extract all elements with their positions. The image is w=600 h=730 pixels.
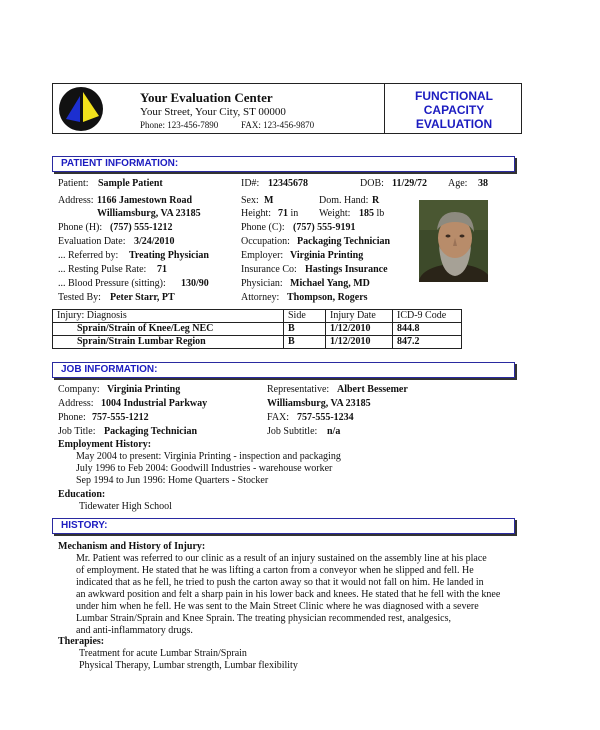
age: 38 <box>478 178 488 189</box>
table-row <box>53 323 462 336</box>
job-fax-label: FAX: <box>267 412 290 423</box>
phone-cell: (757) 555-9191 <box>293 222 356 233</box>
height: 71 in <box>278 208 299 219</box>
patient-photo <box>419 200 488 282</box>
mechanism-line: and anti-inflammatory drugs. <box>76 625 193 636</box>
tested-by: Peter Starr, PT <box>110 292 175 303</box>
job-section-title: JOB INFORMATION: <box>61 364 158 375</box>
representative: Albert Bessemer <box>337 384 408 395</box>
address-line-1: 1166 Jamestown Road <box>97 195 193 206</box>
evaluation-date-label: Evaluation Date: <box>58 236 126 247</box>
resting-pulse-label: ... Resting Pulse Rate: <box>58 264 147 275</box>
insurance: Hastings Insurance <box>305 264 388 275</box>
job-address-label: Address: <box>58 398 94 409</box>
org-name: Your Evaluation Center <box>140 90 273 105</box>
injury-date: 1/12/2010 <box>326 336 393 349</box>
employment-history-item: May 2004 to present: Virginia Printing - inspection and packaging <box>76 451 341 462</box>
phone-home: (757) 555-1212 <box>110 222 173 233</box>
phone-cell-label: Phone (C): <box>241 222 285 233</box>
dom-hand: R <box>372 195 380 206</box>
mechanism-line: under him when he fell. He was sent to the Main Street Clinic where he was diagnosed with a severe <box>76 601 479 612</box>
injury-table <box>52 309 462 349</box>
header-icd9: ICD-9 Code <box>393 310 462 323</box>
history-section-title: HISTORY: <box>61 520 108 531</box>
title-line-1: FUNCTIONAL <box>415 89 493 103</box>
header-injury-date: Injury Date <box>326 310 393 323</box>
job-phone: 757-555-1212 <box>92 412 149 423</box>
attorney-label: Attorney: <box>241 292 280 303</box>
mechanism-line: of employment. He stated that he was lifting a carton from a conveyor when he slipped and fell. He <box>76 565 474 576</box>
mechanism-line: Mr. Patient was referred to our clinic as a result of an injury sustained on the assembly line at his place <box>76 553 487 564</box>
employment-history-item: Sep 1994 to Jun 1996: Home Quarters - Stocker <box>76 475 269 486</box>
blood-pressure-label: ... Blood Pressure (sitting): <box>58 278 166 289</box>
side: B <box>284 336 326 349</box>
patient-id-label: ID#: <box>241 178 260 189</box>
patient-section-bar <box>52 156 515 172</box>
job-city: Williamsburg, VA 23185 <box>267 398 371 409</box>
letterhead-divider <box>384 83 385 134</box>
referred-by-label: ... Referred by: <box>58 250 119 261</box>
height-label: Height: <box>241 208 271 219</box>
evaluation-date: 3/24/2010 <box>134 236 175 247</box>
patient-name: Sample Patient <box>98 178 163 189</box>
diagnosis: Sprain/Strain of Knee/Leg NEC <box>53 323 284 336</box>
icd9-code: 847.2 <box>393 336 462 349</box>
job-section-bar <box>52 362 515 378</box>
sex-label: Sex: <box>241 195 259 206</box>
job-phone-label: Phone: <box>58 412 86 423</box>
document-title <box>386 89 522 131</box>
injury-date: 1/12/2010 <box>326 323 393 336</box>
employer-label: Employer: <box>241 250 284 261</box>
address-label: Address: <box>58 195 94 206</box>
therapy-item: Treatment for acute Lumbar Strain/Sprain <box>79 648 247 659</box>
dob-label: DOB: <box>360 178 384 189</box>
icd9-code: 844.8 <box>393 323 462 336</box>
blood-pressure: 130/90 <box>181 278 209 289</box>
weight-label: Weight: <box>319 208 351 219</box>
diagnosis: Sprain/Strain Lumbar Region <box>53 336 284 349</box>
history-section-bar <box>52 518 515 534</box>
title-line-2: CAPACITY <box>423 103 485 117</box>
patient-section-title: PATIENT INFORMATION: <box>61 158 179 169</box>
therapies-label: Therapies: <box>58 636 105 647</box>
age-label: Age: <box>448 178 468 189</box>
weight: 185 lb <box>359 208 385 219</box>
mechanism-line: indicated that as he fell, he tried to push the carton away so that it would not fall on him. He landed in <box>76 577 484 588</box>
employer: Virginia Printing <box>290 250 364 261</box>
therapy-item: Physical Therapy, Lumbar strength, Lumbar flexibility <box>79 660 298 671</box>
patient-name-label: Patient: <box>58 178 89 189</box>
org-fax: FAX: 123-456-9870 <box>241 120 315 130</box>
occupation-label: Occupation: <box>241 236 290 247</box>
employment-history-label: Employment History: <box>58 439 152 450</box>
physician-label: Physician: <box>241 278 283 289</box>
header-diagnosis: Injury: Diagnosis <box>53 310 284 323</box>
side: B <box>284 323 326 336</box>
insurance-label: Insurance Co: <box>241 264 297 275</box>
dob: 11/29/72 <box>392 178 428 189</box>
mechanism-label: Mechanism and History of Injury: <box>58 541 206 552</box>
job-title-label: Job Title: <box>58 426 96 437</box>
org-street: Your Street, Your City, ST 00000 <box>140 106 286 118</box>
title-line-3: EVALUATION <box>415 117 493 131</box>
dom-hand-label: Dom. Hand: <box>319 195 369 206</box>
header-side: Side <box>284 310 326 323</box>
patient-id: 12345678 <box>268 178 308 189</box>
sailboat-logo-icon <box>58 86 104 132</box>
occupation: Packaging Technician <box>297 236 391 247</box>
sex: M <box>264 195 274 206</box>
resting-pulse: 71 <box>157 264 167 275</box>
physician: Michael Yang, MD <box>290 278 370 289</box>
job-subtitle-label: Job Subtitle: <box>267 426 318 437</box>
education: Tidewater High School <box>79 501 172 512</box>
employment-history-item: July 1996 to Feb 2004: Goodwill Industries - warehouse worker <box>76 463 333 474</box>
address-line-2: Williamsburg, VA 23185 <box>97 208 201 219</box>
job-subtitle: n/a <box>327 426 341 437</box>
company-label: Company: <box>58 384 100 395</box>
referred-by: Treating Physician <box>129 250 209 261</box>
education-label: Education: <box>58 489 106 500</box>
company: Virginia Printing <box>107 384 181 395</box>
job-fax: 757-555-1234 <box>297 412 354 423</box>
injury-table-header <box>53 310 462 323</box>
attorney: Thompson, Rogers <box>287 292 368 303</box>
job-title: Packaging Technician <box>104 426 198 437</box>
table-row <box>53 336 462 349</box>
representative-label: Representative: <box>267 384 330 395</box>
phone-home-label: Phone (H): <box>58 222 103 233</box>
job-address: 1004 Industrial Parkway <box>101 398 208 409</box>
org-phone: Phone: 123-456-7890 <box>140 120 219 130</box>
tested-by-label: Tested By: <box>58 292 101 303</box>
mechanism-line: Lumbar Strain/Sprain and Knee Sprain. The treating physician recommended rest, analgesics, <box>76 613 451 624</box>
mechanism-line: an awkward position and felt a sharp pain in his lower back and knees. He stated that he fell with the knee <box>76 589 501 600</box>
